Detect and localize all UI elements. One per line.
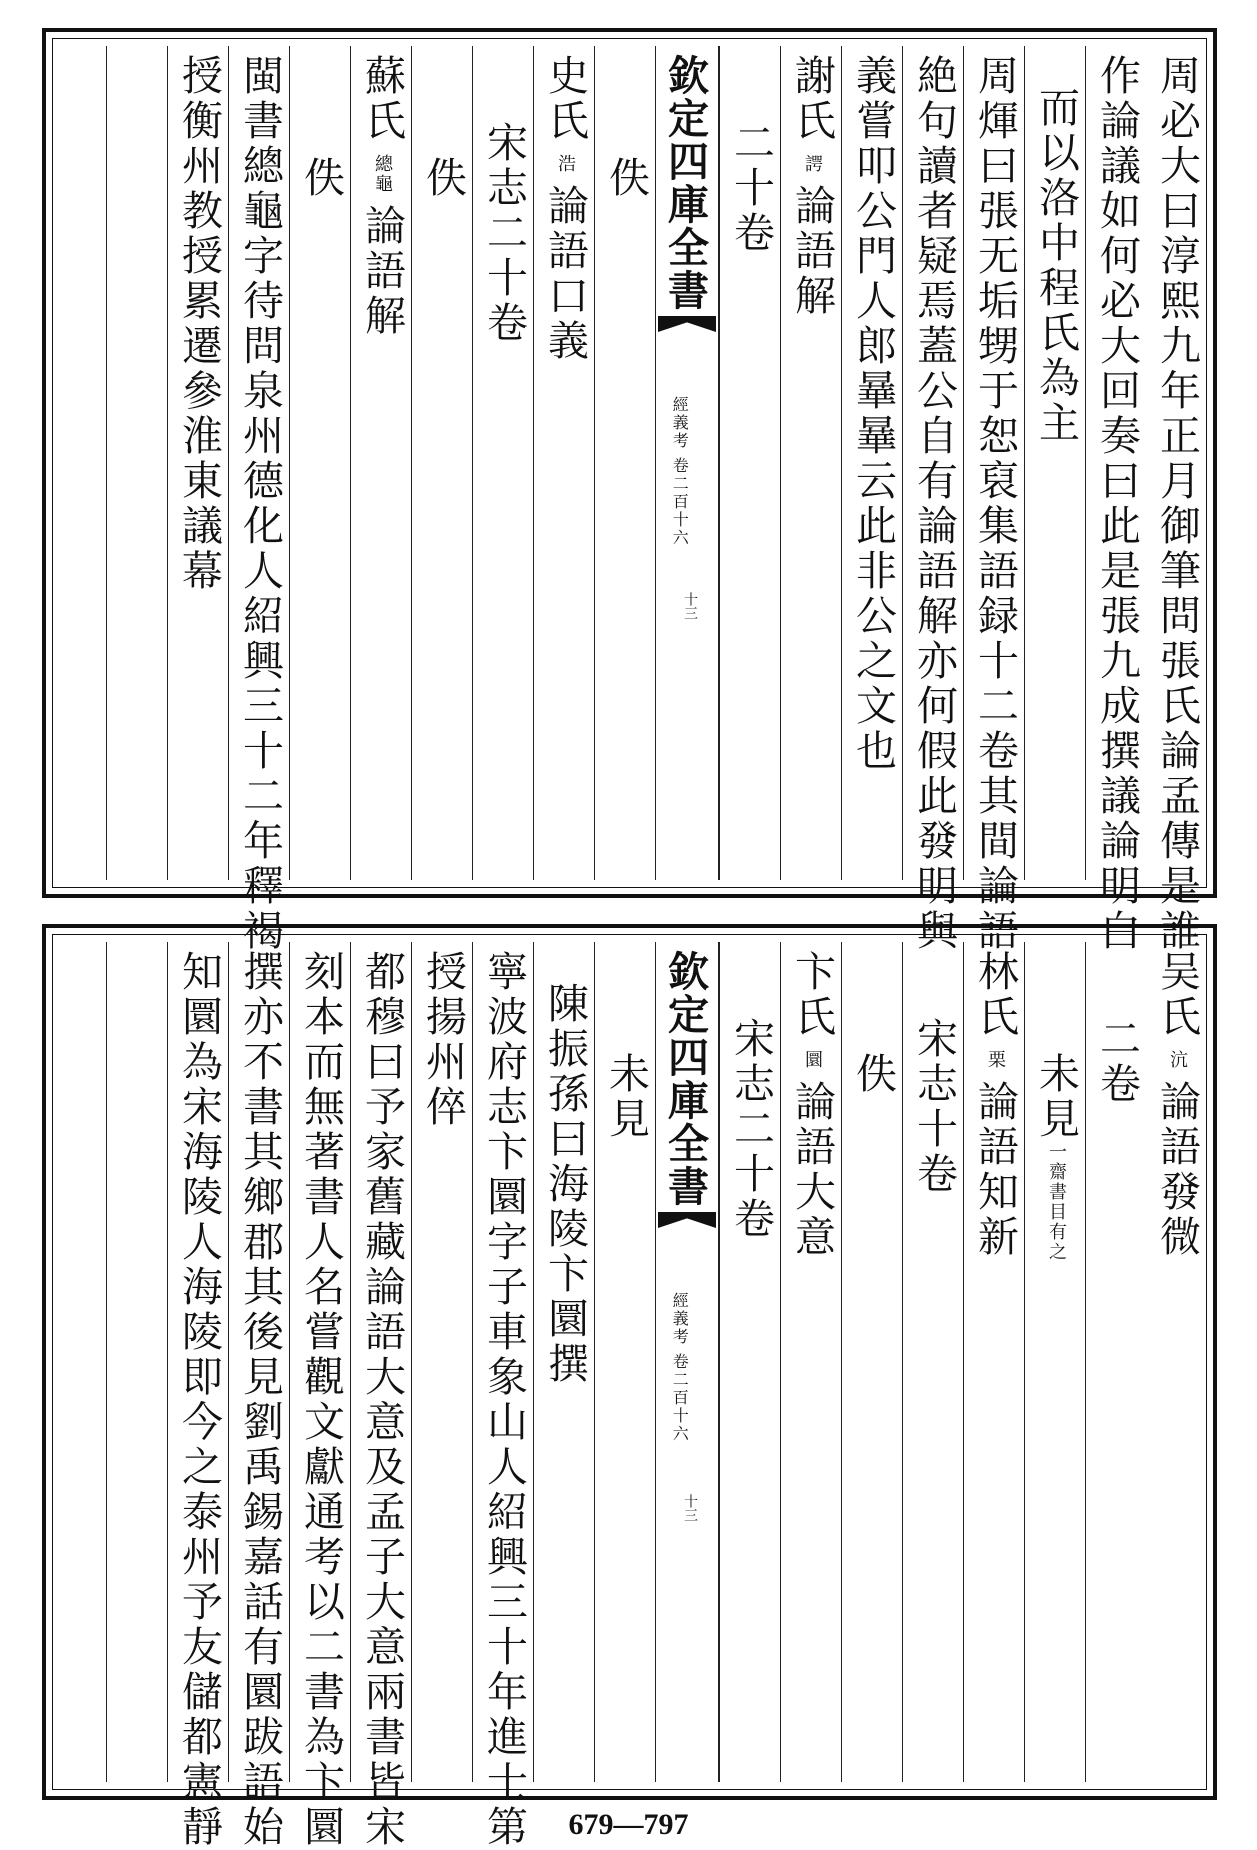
text-column (902, 46, 963, 954)
column-text: 宋志二十卷 (480, 121, 528, 346)
work-title: 論語發微 (1153, 1080, 1201, 1260)
column-text: 刻本而無著書人名嘗觀文獻通考以二書為卞圜 (297, 950, 345, 1850)
fishtail-mark (658, 316, 716, 332)
author-given-name: 浩 (555, 154, 576, 174)
entry-status (1032, 1052, 1080, 1262)
column-text: 佚 (419, 156, 467, 201)
column-text: 宋志十卷 (910, 1017, 958, 1197)
text-column (963, 942, 1024, 1782)
author-given-name: 總龜 (372, 154, 393, 194)
entry-heading (541, 54, 589, 364)
upper-page (42, 28, 1217, 954)
volume-label: 卷二百十六 (670, 457, 690, 548)
fishtail-mark (658, 1212, 716, 1228)
center-fold (655, 942, 719, 1782)
text-column (228, 46, 289, 954)
entry-heading (788, 54, 836, 319)
author-given-name: 栗 (985, 1050, 1006, 1070)
text-column (350, 46, 411, 880)
column-text: 都穆曰予家舊藏論語大意及孟子大意兩書皆宋 (358, 950, 406, 1850)
column-text: 寧波府志卞圜字子車象山人紹興三十年進士第 (480, 950, 528, 1850)
column-text: 授揚州倅 (419, 950, 467, 1130)
text-column (1085, 942, 1146, 1782)
text-column (780, 46, 841, 880)
text-column (841, 46, 902, 880)
column-text: 知圜為宋海陵人海陵即今之泰州予友儲都憲靜 (175, 950, 223, 1850)
author-name: 林氏 (971, 950, 1019, 1040)
source-note: 一齋書目有之 (1046, 1142, 1067, 1262)
book-title: 欽定四庫全書 (661, 54, 709, 312)
section-name: 經義考 (670, 396, 690, 450)
text-column (533, 46, 594, 880)
text-column (841, 942, 902, 1782)
author-name: 吴氏 (1153, 950, 1201, 1040)
entry-heading (1153, 950, 1201, 1260)
text-column (1024, 942, 1085, 1782)
author-name: 謝氏 (788, 54, 836, 144)
text-column (350, 942, 411, 1850)
text-column (902, 942, 963, 1782)
text-column (472, 942, 533, 1850)
entry-heading (358, 54, 406, 339)
text-column (963, 46, 1024, 954)
text-column (106, 46, 167, 880)
column-text: 周煇曰張无垢甥于恕裒集語録十二卷其間論語 (971, 54, 1019, 954)
work-title: 論語知新 (971, 1080, 1019, 1260)
column-text: 宋志二十卷 (727, 1017, 775, 1242)
column-text: 作論議如何必大回奏曰此是張九成撰議論明白 (1093, 54, 1141, 954)
column-text: 未見 (602, 1052, 650, 1142)
text-column (1146, 942, 1207, 1782)
column-text: 閩書總龜字待問泉州德化人紹興三十二年釋褐 (236, 54, 284, 954)
text-column (411, 942, 472, 1782)
author-name: 史氏 (541, 54, 589, 144)
text-column (167, 942, 228, 1850)
column-text: 絶句讀者疑焉蓋公自有論語解亦何假此發明與 (910, 54, 958, 954)
text-column (594, 942, 655, 1782)
section-label (670, 396, 689, 547)
column-text: 授衡州教授累遷參淮東議幕 (175, 54, 223, 594)
column-text: 佚 (849, 1052, 897, 1097)
work-title: 論語口義 (541, 184, 589, 364)
column-text: 周必大曰淳熙九年正月御筆問張氏論孟傳是誰 (1153, 54, 1201, 954)
status-text: 未見 (1032, 1052, 1080, 1142)
entry-heading (971, 950, 1019, 1260)
leaf-number: 十三 (682, 592, 698, 620)
text-column (289, 46, 350, 880)
column-text: 義嘗叩公門人郎曅曅云此非公之文也 (849, 54, 897, 774)
column-text: 陳振孫曰海陵卞圜撰 (541, 982, 589, 1387)
work-title: 論語大意 (788, 1080, 836, 1260)
entry-heading (788, 950, 836, 1260)
work-title: 論語解 (788, 184, 836, 319)
text-column (411, 46, 472, 880)
column-text: 二十卷 (727, 121, 775, 256)
leaf-number: 十三 (682, 1494, 698, 1522)
author-name: 卞氏 (788, 950, 836, 1040)
text-column (1024, 46, 1085, 880)
column-text: 佚 (602, 156, 650, 201)
author-given-name: 諤 (802, 154, 823, 174)
section-label (670, 1292, 689, 1443)
column-text: 佚 (297, 156, 345, 201)
text-column (106, 942, 167, 1782)
text-column (780, 942, 841, 1782)
text-column (289, 942, 350, 1850)
text-column (1146, 46, 1207, 954)
section-name: 經義考 (670, 1292, 690, 1346)
book-title: 欽定四庫全書 (661, 950, 709, 1208)
text-column (533, 942, 594, 1782)
text-column (719, 46, 780, 880)
text-column (472, 46, 533, 880)
author-name: 蘇氏 (358, 54, 406, 144)
text-column (719, 942, 780, 1782)
work-title: 論語解 (358, 204, 406, 339)
volume-label: 卷二百十六 (670, 1353, 690, 1444)
column-text: 二卷 (1093, 1017, 1141, 1107)
text-column (594, 46, 655, 880)
column-text: 撰亦不書其鄉郡其後見劉禹錫嘉話有圜跋語始 (236, 950, 284, 1850)
column-text: 而以洛中程氏為主 (1032, 86, 1080, 446)
text-column (228, 942, 289, 1850)
author-given-name: 沆 (1167, 1050, 1188, 1070)
text-column (1085, 46, 1146, 954)
author-given-name: 圜 (802, 1050, 823, 1070)
page-number: 679—797 (568, 1808, 689, 1841)
center-fold (655, 46, 719, 880)
text-column (167, 46, 228, 880)
